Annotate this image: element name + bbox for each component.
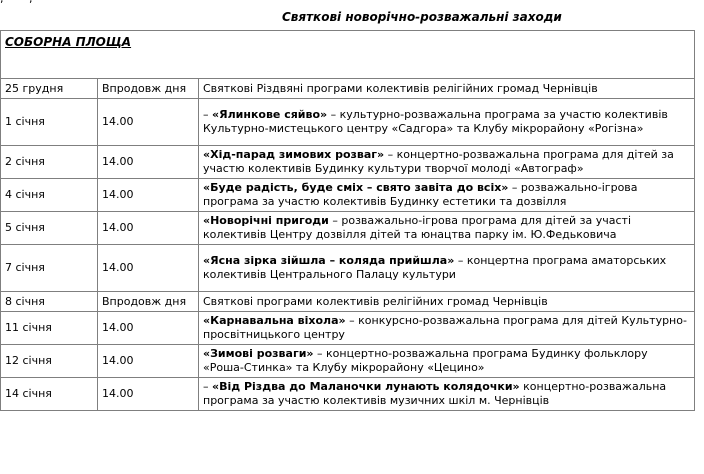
date-cell: 7 січня [1,245,98,292]
event-description: Святкові програми колективів релігійних громад Чернівців [203,294,548,308]
date-cell: 14 січня [1,378,98,411]
event-description: концертно-розважальна програма за участю колективів музичних шкіл м. Чернівців [203,380,667,407]
table-row [1,345,695,378]
section-header-row [1,31,695,79]
date-cell: 4 січня [1,179,98,212]
table-row [1,79,695,99]
description-cell [199,312,695,345]
description-cell [199,99,695,146]
event-name: «Карнавальна віхола» [203,314,346,327]
time-cell: 14.00 [98,345,199,378]
description-cell [199,292,695,312]
time-cell: 14.00 [98,146,199,179]
description-cell [199,245,695,292]
table-row [1,99,695,146]
event-name: «Ялинкове сяйво» [212,108,328,121]
table-row [1,312,695,345]
description-cell [199,179,695,212]
description-cell [199,79,695,99]
event-name: «Зимові розваги» [203,347,314,360]
table-row [1,212,695,245]
event-description: – концертна програма аматорських колективів Центрального Палацу культури [203,254,667,281]
event-description: – концертно-розважальна програма Будинку фольклору «Роша-Стинка» та Клубу мікрорайону «Цецино» [203,347,648,374]
event-description: – розважально-ігрова програма за участю колективів Будинку естетики та дозвілля [203,181,638,208]
event-name: «Від Різдва до Маланочки лунають колядочки» [212,380,520,393]
event-prefix: – [203,380,212,393]
event-name: «Ясна зірка зійшла – коляда прийшла» [203,254,455,267]
date-cell: 2 січня [1,146,98,179]
description-cell [199,378,695,411]
time-cell: 14.00 [98,378,199,411]
time-cell: 14.00 [98,179,199,212]
table-row [1,245,695,292]
time-cell: 14.00 [98,245,199,292]
event-description: Святкові Різдвяні програми колективів релігійних громад Чернівців [203,81,598,95]
date-cell: 25 грудня [1,79,98,99]
date-cell: 5 січня [1,212,98,245]
date-cell: 11 січня [1,312,98,345]
event-prefix: – [203,108,212,121]
time-cell: Впродовж дня [98,292,199,312]
event-description: – конкурсно-розважальна програма для дітей Культурно-просвітницького центру [203,314,687,341]
description-cell [199,146,695,179]
date-cell: 1 січня [1,99,98,146]
event-name: «Хід-парад зимових розваг» [203,148,385,161]
table-row [1,179,695,212]
description-cell [199,212,695,245]
table-row [1,378,695,411]
cropped-top-text [0,0,704,4]
event-name: «Буде радість, буде сміх – свято завіта до всіх» [203,181,509,194]
section-header-cell [1,31,695,79]
section-title: СОБОРНА ПЛОЩА [5,35,132,49]
event-description: – розважально-ігрова програма для дітей за участі колективів Центру дозвілля дітей та юнацтва парку ім. Ю.Федьковича [203,214,631,241]
event-description: – культурно-розважальна програма за участю колективів Культурно-мистецького центру «Садгора» та Клубу мікрорайону «Рогізна» [203,108,668,135]
date-cell: 8 січня [1,292,98,312]
page-title: Святкові новорічно-розважальні заходи [282,10,562,24]
events-table [0,30,695,411]
date-cell: 12 січня [1,345,98,378]
time-cell: 14.00 [98,312,199,345]
description-cell [199,345,695,378]
event-name: «Новорічні пригоди [203,214,329,227]
table-row [1,292,695,312]
table-row [1,146,695,179]
time-cell: Впродовж дня [98,79,199,99]
time-cell: 14.00 [98,212,199,245]
event-description: – концертно-розважальна програма для дітей за участю колективів Будинку культури творчої молоді «Автограф» [203,148,674,175]
time-cell: 14.00 [98,99,199,146]
